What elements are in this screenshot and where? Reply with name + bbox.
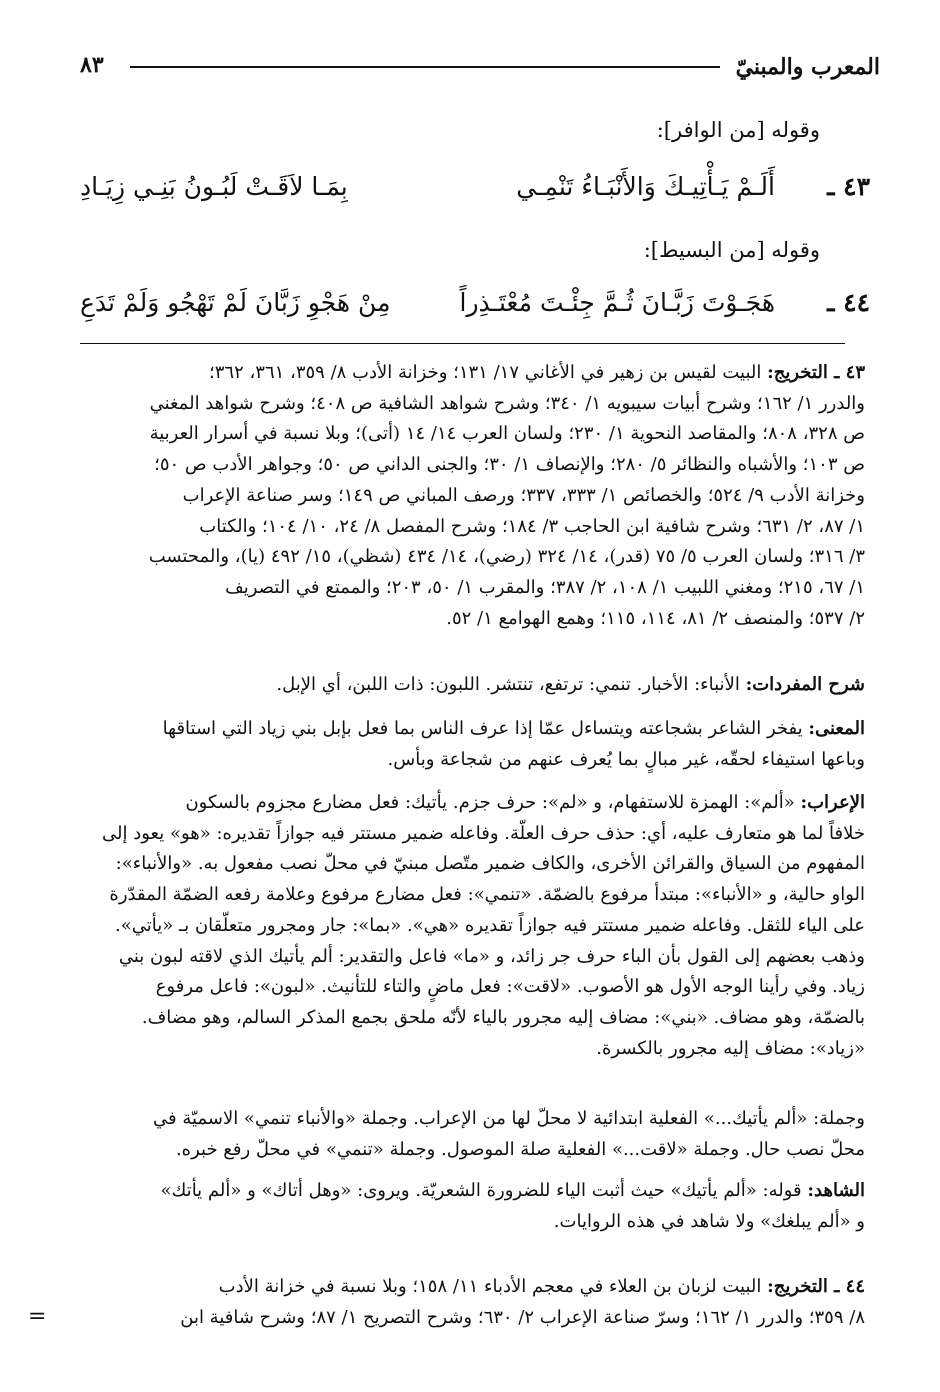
page-number: ٨٣ [80, 52, 104, 78]
verse-43-number: ٤٣ ـ [827, 172, 870, 201]
shahid-label: الشاهد: [807, 1180, 865, 1201]
vocabulary-text: الأنباء: الأخبار. تنمي: ترتفع، تنتشر. اللبون: ذات اللبن، أي الإبل. [276, 674, 746, 695]
irab-section [70, 788, 865, 1064]
verse-43 [80, 172, 870, 212]
continuation-mark: = [28, 1304, 47, 1329]
meaning-label: المعنى: [808, 718, 865, 739]
verse-44-number: ٤٤ ـ [827, 288, 870, 317]
shahid-text: قوله: «ألم يأتيك» حيث أثبت الياء للضرورة الشعريّة. ويروى: «وهل أتاك» و «ألم يأتك» و «ألم يبلغك» ولا شاهد في هذه الروايات. [160, 1180, 865, 1232]
verse-44-intro: وقوله [من البسيط]: [643, 238, 820, 262]
jumal-text: وجملة: «ألم يأتيك...» الفعلية ابتدائية لا محلّ لها من الإعراب. وجملة «والأنباء تنمي» الاسميّة في محلّ نصب حال. وجملة «لاقت...» الفعلية صلة الموصول. وجملة «تنمي» في محلّ رفع خبره. [153, 1108, 865, 1160]
verse-43-second-hemistich: بِمَـا لاَقَـتْ لَبُـونُ بَنِـي زِيَـادِ [80, 172, 348, 201]
irab-text: «ألم»: الهمزة للاستفهام، و «لم»: حرف جزم. يأتيك: فعل مضارع مجزوم بالسكون خلافاً لما هو متعارف عليه، أي: حذف حرف العلّة. وفاعله ضمير مستتر فيه جوازاً تقديره: «هو» يعود إلى المفهوم من السياق والقرائن الأخرى، والكاف ضمير متّصل مبنيّ في محلّ نصب مفعول به. «والأنباء»: الواو حالية، و «الأنباء»: مبتدأ مرفوع بالضمّة. «تنمي»: فعل مضارع مرفوع وعلامة رفعه الضمّة المقدّرة على الياء للثقل. وفاعله ضمير مستتر فيه جوازاً تقديره «هي». «بما»: جار ومجرور متعلّقان بـ «يأتي». وذهب بعضهم إلى القول بأن الباء حرف جر زائد، و «ما» فاعل والتقدير: ألم يأتيك الذي لاقته لبون بني زياد. وفي رأينا الوجه الأول هو الأصوب. «لاقت»: فعل ماضٍ والتاء للتأنيث. «لبون»: فاعل مرفوع بالضمّة، وهو مضاف. «بني»: مضاف إليه مجرور بالياء لأنّه ملحق بجمع المذكر السالم، وهو مضاف. «زياد»: مضاف إليه مجرور بالكسرة. [102, 792, 865, 1059]
header-rule [130, 66, 720, 68]
takhrij-43-label: ٤٣ ـ التخريج: [767, 362, 865, 383]
verse-43-intro: وقوله [من الوافر]: [656, 118, 820, 142]
verse-notes-divider [80, 343, 845, 344]
jumal-section [70, 1104, 865, 1165]
takhrij-44-text: البيت لزبان بن العلاء في معجم الأدباء ١١/ ١٥٨؛ وبلا نسبة في خزانة الأدب ٨/ ٣٥٩؛ والدرر ١/ ١٦٢؛ وسرّ صناعة الإعراب ٢/ ٦٣٠؛ وشرح التصريح ١/ ٨٧؛ وشرح شافية ابن [180, 1276, 865, 1328]
meaning-section [70, 714, 865, 775]
verse-44 [80, 288, 870, 328]
takhrij-43-text: البيت لقيس بن زهير في الأغاني ١٧/ ١٣١؛ وخزانة الأدب ٨/ ٣٥٩، ٣٦١، ٣٦٢؛ والدرر ١/ ١٦٢؛ وشرح أبيات سيبويه ١/ ٣٤٠؛ وشرح شواهد الشافية ص ٤٠٨؛ وشرح شواهد المغني ص ٣٢٨، ٨٠٨؛ والمقاصد النحوية ١/ ٢٣٠؛ ولسان العرب ١٤/ ١٤ (أتى)؛ وبلا نسبة في أسرار العربية ص ١٠٣؛ والأشباه والنظائر ٥/ ٢٨٠؛ والإنصاف ١/ ٣٠؛ والجنى الداني ص ٥٠؛ وجواهر الأدب ص ٥٠؛ وخزانة الأدب ٩/ ٥٢٤؛ والخصائص ١/ ٣٣٣، ٣٣٧؛ ورصف المباني ص ١٤٩؛ وسر صناعة الإعراب ١/ ٨٧، ٢/ ٦٣١؛ وشرح شافية ابن الحاجب ٣/ ١٨٤؛ وشرح المفصل ٨/ ٢٤، ١٠/ ١٠٤؛ والكتاب ٣/ ٣١٦؛ ولسان العرب ٥/ ٧٥ (قدر)، ١٤/ ٣٢٤ (رضي)، ١٤/ ٤٣٤ (شظي)، ١٥/ ٤٩٢ (يا)، والمحتسب ١/ ٦٧، ٢١٥؛ ومغني اللبيب ١/ ١٠٨، ٢/ ٣٨٧؛ والمقرب ١/ ٥٠، ٢٠٣؛ والممتع في التصريف ٢/ ٥٣٧؛ والمنصف ٢/ ٨١، ١١٤، ١١٥؛ وهمع الهوامع ١/ ٥٢. [148, 362, 865, 629]
vocabulary-label: شرح المفردات: [745, 674, 865, 695]
meaning-text: يفخر الشاعر بشجاعته ويتساءل عمّا إذا عرف الناس بما فعل بإبل بني زياد التي استاقها وباعها استيفاء لحقّه، غير مبالٍ بما يُعرف عنهم من شجاعة وبأس. [162, 718, 865, 770]
irab-label: الإعراب: [800, 792, 865, 813]
verse-44-second-hemistich: مِنْ هَجْوِ زَبَّانَ لَمْ تَهْجُو وَلَمْ تَدَعِ [80, 288, 391, 317]
takhrij-44-label: ٤٤ ـ التخريج: [767, 1276, 865, 1297]
verse-43-first-hemistich: أَلَـمْ يَـأْتِيـكَ وَالأَنْبَـاءُ تَنْمِـي [516, 172, 775, 201]
running-title: المعرب والمبنيّ [735, 54, 880, 80]
takhrij-43 [70, 358, 865, 634]
vocabulary-section [70, 670, 865, 701]
shahid-section [70, 1176, 865, 1237]
verse-44-first-hemistich: هَجَـوْتَ زَبَّـانَ ثُـمَّ جِئْـتَ مُعْتَـذِراً [459, 288, 775, 317]
takhrij-44 [70, 1272, 865, 1333]
page-header [80, 52, 880, 92]
